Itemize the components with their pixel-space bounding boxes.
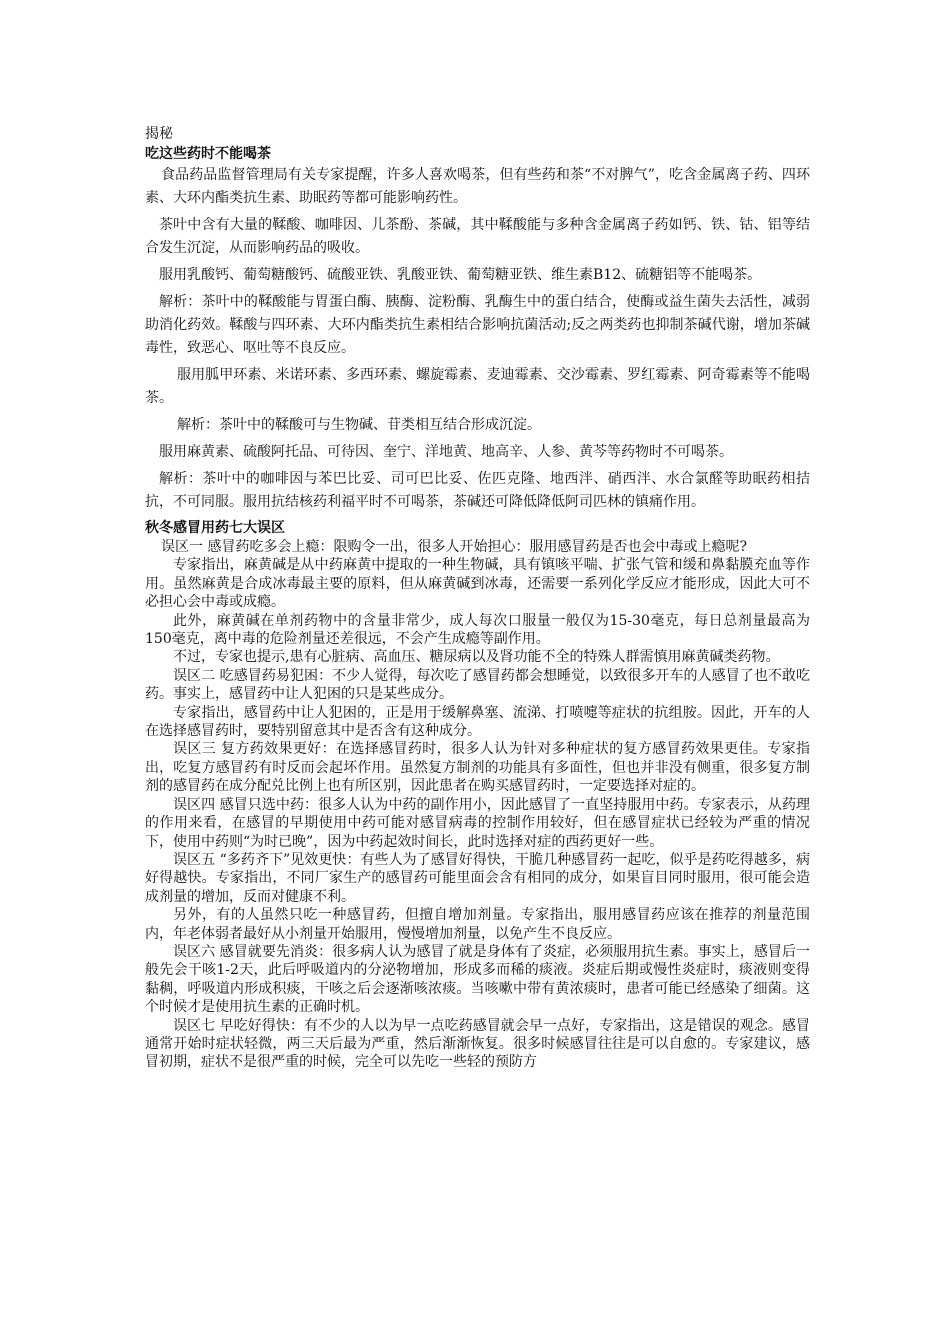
paragraph: 另外，有的人虽然只吃一种感冒药，但擅自增加剂量。专家指出，服用感冒药应该在推荐的剂量范围内，年老体弱者最好从小剂量开始服用，慢慢增加剂量，以免产生不良反应。 (145, 907, 810, 942)
section-title-cold-medicine: 秋冬感冒用药七大误区 (145, 520, 285, 536)
paragraph: 误区五 “多药齐下”见效更快：有些人为了感冒好得快，干脆几种感冒药一起吃，似乎是药吃得越多，病好得越快。专家指出，不同厂家生产的感冒药可能里面会含有相同的成分，如果盲目同时服用，很可能会造成剂量的增加，反而对健康不利。 (145, 851, 810, 905)
paragraph: 误区二 吃感冒药易犯困：不少人觉得，每次吃了感冒药都会想睡觉，以致很多开车的人感冒了也不敢吃药。事实上，感冒药中让人犯困的只是某些成分。 (145, 667, 810, 703)
paragraph: 不过，专家也提示,患有心脏病、高血压、糖尿病以及肾功能不全的特殊人群需慎用麻黄碱类药物。 (173, 649, 780, 666)
section-title-tea: 吃这些药时不能喝茶 (145, 146, 271, 162)
paragraph: 服用乳酸钙、葡萄糖酸钙、硫酸亚铁、乳酸亚铁、葡萄糖亚铁、维生素B12、硫糖铝等不能喝茶。 (159, 267, 762, 283)
document-page (145, 124, 810, 1072)
paragraph: 误区三 复方药效果更好：在选择感冒药时，很多人认为针对多种症状的复方感冒药效果更佳。专家指出，吃复方感冒药有时反而会起坏作用。虽然复方制剂的功能具有多面性，但也并非没有侧重，很多复方制剂的感冒药在成分配兑比例上也有所区别，因此患者在购买感冒药时，一定要选择对症的。 (145, 741, 810, 795)
paragraph: 此外，麻黄碱在单剂药物中的含量非常少，成人每次口服量一般仅为15-30毫克，每日总剂量最高为150毫克，离中毒的危险剂量还差很远，不会产生成瘾等副作用。 (145, 612, 810, 648)
paragraph: 解析：茶叶中的鞣酸可与生物碱、苷类相互结合形成沉淀。 (177, 417, 541, 433)
paragraph: 专家指出，麻黄碱是从中药麻黄中提取的一种生物碱，具有镇咳平喘、扩张气管和缓和鼻黏膜充血等作用。虽然麻黄是合成冰毒最主要的原料，但从麻黄碱到冰毒，还需要一系列化学反应才能形成，因此大可不必担心会中毒或成瘾。 (145, 557, 810, 611)
paragraph: 解析：茶叶中的鞣酸能与胃蛋白酶、胰酶、淀粉酶、乳酶生中的蛋白结合，使酶或益生菌失去活性，减弱助消化药效。鞣酸与四环素、大环内酯类抗生素相结合影响抗菌活动;反之两类药也抑制茶碱代谢，增加茶碱毒性，致恶心、呕吐等不良反应。 (145, 294, 810, 356)
paragraph: 茶叶中含有大量的鞣酸、咖啡因、儿茶酚、茶碱，其中鞣酸能与多种含金属离子药如钙、铁、钴、铝等结合发生沉淀，从而影响药品的吸收。 (145, 217, 810, 256)
paragraph: 解析：茶叶中的咖啡因与苯巴比妥、司可巴比妥、佐匹克隆、地西泮、硝西泮、水合氯醛等助眠药相拮抗，不可同服。服用抗结核药利福平时不可喝茶，茶碱还可降低降低阿司匹林的镇痛作用。 (145, 471, 810, 510)
paragraph: 服用麻黄素、硫酸阿托品、可待因、奎宁、洋地黄、地高辛、人参、黄芩等药物时不可喝茶。 (159, 444, 733, 460)
paragraph: 误区四 感冒只选中药：很多人认为中药的副作用小，因此感冒了一直坚持服用中药。专家表示，从药理的作用来看，在感冒的早期使用中药可能对感冒病毒的控制作用较好，但在感冒症状已经较为严重的情况下，使用中药则“为时已晚”，因为中药起效时间长，此时选择对症的西药更好一些。 (145, 796, 810, 850)
paragraph: 服用胍甲环素、米诺环素、多西环素、螺旋霉素、麦迪霉素、交沙霉素、罗红霉素、阿奇霉素等不能喝茶。 (145, 367, 810, 406)
document-label: 揭秘 (145, 126, 173, 142)
paragraph: 食品药品监督管理局有关专家提醒，许多人喜欢喝茶，但有些药和茶“不对脾气”，吃含金属离子药、四环素、大环内酯类抗生素、助眠药等都可能影响药性。 (145, 167, 810, 206)
paragraph: 误区一 感冒药吃多会上瘾：限购令一出，很多人开始担心：服用感冒药是否也会中毒或上瘾呢? (161, 539, 747, 555)
paragraph: 误区七 早吃好得快：有不少的人以为早一点吃药感冒就会早一点好，专家指出，这是错误的观念。感冒通常开始时症状轻微，两三天后最为严重，然后渐渐恢复。很多时候感冒往往是可以自愈的。专家建议，感冒初期，症状不是很严重的时候，完全可以先吃一些轻的预防方 (145, 1017, 810, 1071)
paragraph: 误区六 感冒就要先消炎：很多病人认为感冒了就是身体有了炎症，必须服用抗生素。事实上，感冒后一般先会干咳1-2天，此后呼吸道内的分泌物增加，形成多而稀的痰液。炎症后期或慢性炎症时，痰液则变得黏稠，呼吸道内形成积痰，干咳之后会逐渐咳浓痰。当咳嗽中带有黄浓痰时，患者可能已经感染了细菌。这个时候才是使用抗生素的正确时机。 (145, 943, 810, 1016)
paragraph: 专家指出，感冒药中让人犯困的，正是用于缓解鼻塞、流涕、打喷嚏等症状的抗组胺。因此，开车的人在选择感冒药时，要特别留意其中是否含有这种成分。 (145, 704, 810, 740)
